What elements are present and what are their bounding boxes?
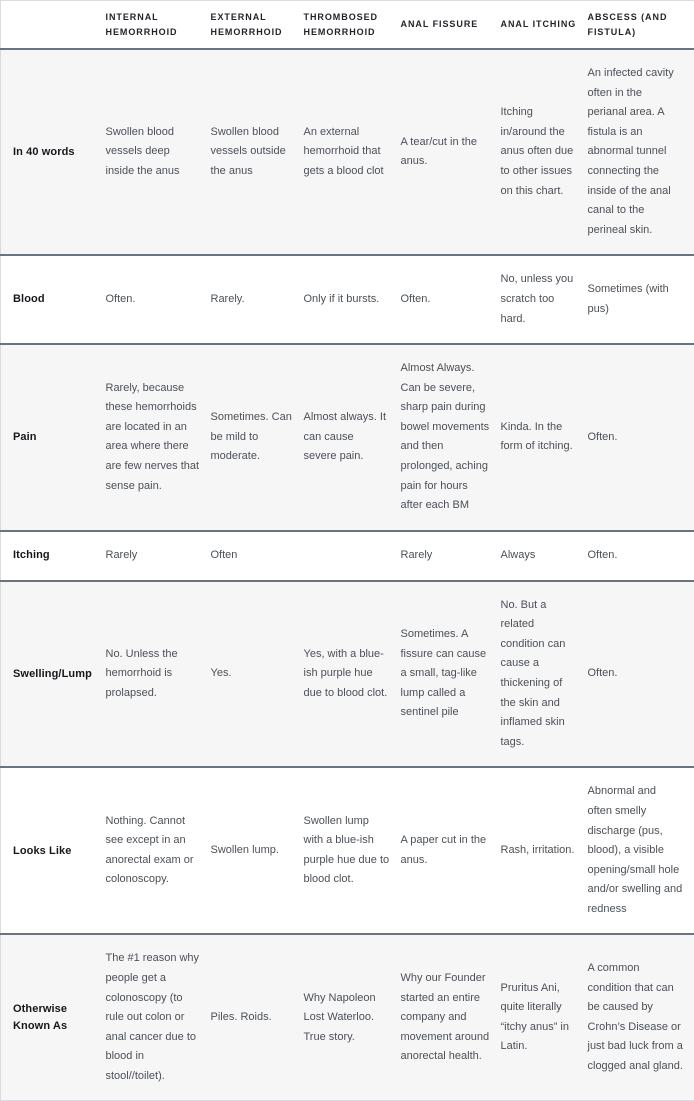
cell-looks-abscess-fistula xyxy=(588,767,694,934)
cell-in40-thrombosed-hemorrhoid xyxy=(304,49,401,255)
cell-itching-abscess-fistula xyxy=(588,531,694,581)
cell-text: A common condition that can be caused by Crohn’s Disease or just bad luck from a clogged anal gland. xyxy=(588,959,684,1076)
column-header-external-hemorrhoid: EXTERNAL HEMORRHOID xyxy=(211,1,304,50)
cell-blood-thrombosed-hemorrhoid xyxy=(304,255,401,344)
cell-looks-external-hemorrhoid xyxy=(211,767,304,934)
cell-text: Almost always. It can cause severe pain. xyxy=(304,408,390,467)
cell-itching-thrombosed-hemorrhoid xyxy=(304,531,401,581)
row-label-blood: Blood xyxy=(1,255,106,344)
table-row xyxy=(1,49,694,255)
cell-text: An infected cavity often in the perianal area. A fistula is an abnormal tunnel connecting the inside of the anal canal to the perineal skin. xyxy=(588,64,684,240)
column-header-abscess-fistula: ABSCESS (AND FISTULA) xyxy=(588,1,694,50)
cell-swelling-thrombosed-hemorrhoid xyxy=(304,581,401,768)
cell-text: Rarely, because these hemorrhoids are located in an area where there are few nerves that sense pain. xyxy=(106,379,200,496)
cell-looks-anal-itching xyxy=(501,767,588,934)
cell-text: Rash, irritation. xyxy=(501,841,577,861)
cell-text: Yes. xyxy=(211,664,293,684)
cell-text: Often. xyxy=(106,290,200,310)
cell-itching-anal-fissure xyxy=(401,531,501,581)
cell-text: Sometimes. Can be mild to moderate. xyxy=(211,408,293,467)
cell-text: Swollen lump. xyxy=(211,841,293,861)
cell-text: Often. xyxy=(588,428,684,448)
cell-text: Pruritus Ani, quite literally “itchy anus” in Latin. xyxy=(501,979,577,1057)
cell-pain-external-hemorrhoid xyxy=(211,344,304,531)
row-label-otherwise-known-as: Otherwise Known As xyxy=(1,934,106,1101)
cell-blood-external-hemorrhoid xyxy=(211,255,304,344)
cell-text: Often xyxy=(211,546,293,566)
cell-known-thrombosed-hemorrhoid xyxy=(304,934,401,1101)
cell-text: Often. xyxy=(401,290,490,310)
column-header-anal-fissure: ANAL FISSURE xyxy=(401,1,501,50)
cell-known-external-hemorrhoid xyxy=(211,934,304,1101)
cell-text: Often. xyxy=(588,546,684,566)
cell-text: Abnormal and often smelly discharge (pus, blood), a visible opening/small hole and/or swelling and redness xyxy=(588,782,684,919)
column-header-thrombosed-hemorrhoid: THROMBOSED HEMORRHOID xyxy=(304,1,401,50)
cell-text: Yes, with a blue-ish purple hue due to blood clot. xyxy=(304,645,390,704)
column-header-row-label xyxy=(1,1,106,50)
cell-text: An external hemorrhoid that gets a blood clot xyxy=(304,123,390,182)
cell-text: Swollen blood vessels deep inside the anus xyxy=(106,123,200,182)
row-label-swelling-lump: Swelling/Lump xyxy=(1,581,106,768)
row-label-in-40-words: In 40 words xyxy=(1,49,106,255)
cell-pain-abscess-fistula xyxy=(588,344,694,531)
cell-text: Rarely. xyxy=(211,290,293,310)
cell-itching-anal-itching xyxy=(501,531,588,581)
row-label-itching: Itching xyxy=(1,531,106,581)
cell-text: Only if it bursts. xyxy=(304,290,390,310)
cell-itching-internal-hemorrhoid xyxy=(106,531,211,581)
cell-text: Itching in/around the anus often due to other issues on this chart. xyxy=(501,103,577,201)
table-row xyxy=(1,934,694,1101)
cell-known-internal-hemorrhoid xyxy=(106,934,211,1101)
table-row xyxy=(1,255,694,344)
cell-text: Often. xyxy=(588,664,684,684)
cell-looks-internal-hemorrhoid xyxy=(106,767,211,934)
table-row xyxy=(1,531,694,581)
cell-pain-internal-hemorrhoid xyxy=(106,344,211,531)
cell-looks-thrombosed-hemorrhoid xyxy=(304,767,401,934)
column-header-anal-itching: ANAL ITCHING xyxy=(501,1,588,50)
cell-looks-anal-fissure xyxy=(401,767,501,934)
table-row xyxy=(1,581,694,768)
cell-in40-anal-itching xyxy=(501,49,588,255)
cell-text: Swollen blood vessels outside the anus xyxy=(211,123,293,182)
cell-swelling-anal-itching xyxy=(501,581,588,768)
cell-swelling-anal-fissure xyxy=(401,581,501,768)
cell-text: The #1 reason why people get a colonoscopy (to rule out colon or anal cancer due to blood in stool//toilet). xyxy=(106,949,200,1086)
cell-text: Almost Always. Can be severe, sharp pain during bowel movements and then prolonged, aching pain for hours after each BM xyxy=(401,359,490,516)
cell-known-abscess-fistula xyxy=(588,934,694,1101)
cell-blood-anal-itching xyxy=(501,255,588,344)
cell-text: Nothing. Cannot see except in an anorectal exam or colonoscopy. xyxy=(106,812,200,890)
cell-text: No. Unless the hemorrhoid is prolapsed. xyxy=(106,645,200,704)
cell-text: No. But a related condition can cause a thickening of the skin and inflamed skin tags. xyxy=(501,596,577,753)
cell-text: Why our Founder started an entire company and movement around anorectal health. xyxy=(401,969,490,1067)
cell-text: Kinda. In the form of itching. xyxy=(501,418,577,457)
cell-text: Piles. Roids. xyxy=(211,1008,293,1028)
cell-pain-anal-itching xyxy=(501,344,588,531)
cell-text: Sometimes. A fissure can cause a small, tag-like lump called a sentinel pile xyxy=(401,625,490,723)
cell-swelling-abscess-fistula xyxy=(588,581,694,768)
cell-swelling-internal-hemorrhoid xyxy=(106,581,211,768)
table-header-row xyxy=(1,1,694,50)
cell-in40-external-hemorrhoid xyxy=(211,49,304,255)
table-row xyxy=(1,344,694,531)
row-label-pain: Pain xyxy=(1,344,106,531)
cell-swelling-external-hemorrhoid xyxy=(211,581,304,768)
cell-pain-anal-fissure xyxy=(401,344,501,531)
cell-text: Swollen lump with a blue-ish purple hue due to blood clot. xyxy=(304,812,390,890)
cell-text: Sometimes (with pus) xyxy=(588,280,684,319)
cell-blood-abscess-fistula xyxy=(588,255,694,344)
table-header xyxy=(1,1,694,50)
table-row xyxy=(1,767,694,934)
cell-known-anal-itching xyxy=(501,934,588,1101)
cell-in40-abscess-fistula xyxy=(588,49,694,255)
row-label-looks-like: Looks Like xyxy=(1,767,106,934)
cell-text: Rarely xyxy=(401,546,490,566)
column-header-internal-hemorrhoid: INTERNAL HEMORRHOID xyxy=(106,1,211,50)
cell-text: Why Napoleon Lost Waterloo. True story. xyxy=(304,989,390,1048)
cell-in40-anal-fissure xyxy=(401,49,501,255)
cell-blood-internal-hemorrhoid xyxy=(106,255,211,344)
cell-pain-thrombosed-hemorrhoid xyxy=(304,344,401,531)
cell-itching-external-hemorrhoid xyxy=(211,531,304,581)
cell-text: Rarely xyxy=(106,546,200,566)
cell-blood-anal-fissure xyxy=(401,255,501,344)
cell-text: No, unless you scratch too hard. xyxy=(501,270,577,329)
cell-text: Always xyxy=(501,546,577,566)
table-body xyxy=(1,49,694,1101)
cell-in40-internal-hemorrhoid xyxy=(106,49,211,255)
cell-known-anal-fissure xyxy=(401,934,501,1101)
cell-text: A paper cut in the anus. xyxy=(401,831,490,870)
cell-text: A tear/cut in the anus. xyxy=(401,133,490,172)
